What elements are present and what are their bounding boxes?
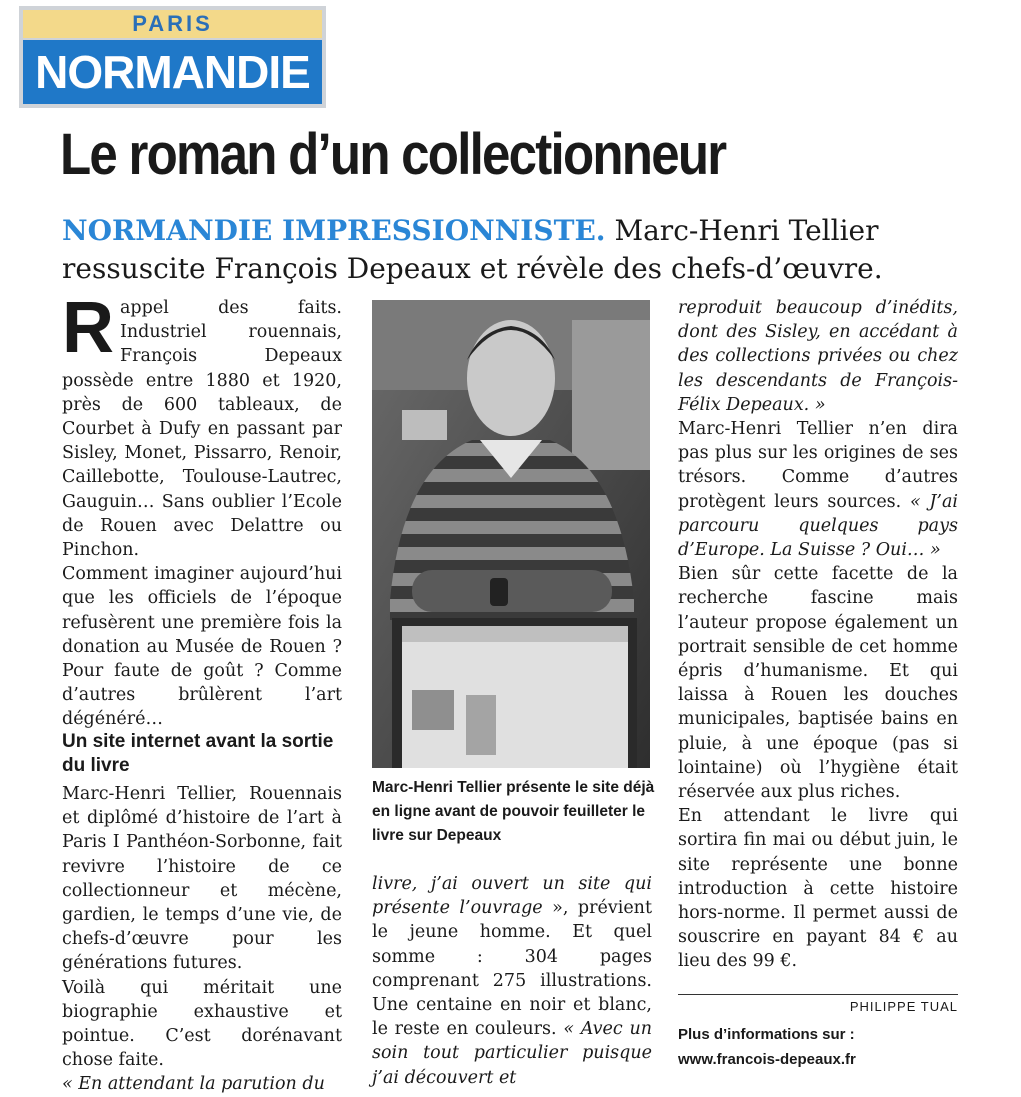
deck-text: Marc-Henri Tellier ressuscite François Depeaux et révèle des chefs-d’œuvre. (62, 214, 883, 285)
headline: Le roman d’un collectionneur (60, 122, 726, 187)
deck (62, 212, 962, 288)
col3-paragraph-2: Bien sûr cette facette de la recherche fascine mais l’auteur propose également un portrait sensible de cet homme épris d’humanisme. Et qui laissa à Rouen les douches municipales, baptisée bains en pluie, à une époque (pas si lointaine) où l’hygiène était réservée aux plus riches. (678, 564, 958, 803)
more-info (678, 1022, 958, 1072)
col3-text-1: Marc-Henri Tellier n’en dira pas plus sur les origines de ses trésors. Comme d’autres protègent leurs sources. (678, 419, 958, 512)
column-1 (62, 288, 342, 732)
col2-text-1: », prévient le jeune homme. Et quel somme : 304 pages comprenant 275 illustrations. Une centaine en noir et blanc, le reste en couleurs. (372, 898, 652, 1040)
photo-illustration (372, 300, 650, 768)
col1-paragraph-1: appel des faits. Industriel rouennais, François Depeaux possède entre 1880 et 1920, près de 600 tableaux, de Courbet à Dufy en passant par Sisley, Monet, Pissarro, Renoir, Caillebotte, Toulouse-Lautrec, Gauguin… Sans oublier l’Ecole de Rouen avec Delattre ou Pinchon. (62, 298, 342, 561)
col3-paragraph-3: En attendant le livre qui sortira fin mai ou début juin, le site représente une bonne introduction à cette histoire hors-norme. Il permet aussi de souscrire en payant 84 € au lieu des 99 €. (678, 806, 958, 972)
logo-bottom-text: NORMANDIE (23, 40, 322, 104)
col2-quote-1: livre, j’ai ouvert un site qui présente l’ouvrage (372, 874, 652, 919)
logo-top-text: PARIS (23, 10, 322, 38)
col3-quote-1: reproduit beaucoup d’inédits, dont des Sisley, en accédant à des collections privées ou chez les descendants de François-Félix Depeaux. » (678, 298, 958, 415)
byline-divider (678, 994, 958, 995)
more-info-label: Plus d’informations sur : (678, 1026, 855, 1043)
newspaper-logo (19, 6, 326, 108)
column-2 (372, 872, 652, 1090)
subheading: Un site internet avant la sortie du livre (62, 731, 334, 776)
column-3 (678, 296, 958, 974)
col1-paragraph-5: « En attendant la parution du (62, 1074, 325, 1095)
column-1-lower (62, 782, 342, 1097)
more-info-url: www.francois-depeaux.fr (678, 1051, 856, 1068)
col2-quote-2: « Avec un soin tout particulier puisque j’ai découvert et (372, 1019, 652, 1088)
col1-paragraph-3: Marc-Henri Tellier, Rouennais et diplômé d’histoire de l’art à Paris I Panthéon-Sorbonne, fait revivre l’histoire de ce collectionneur et mécène, gardien, le temps d’une vie, de chefs-d’œuvre pour les générations futures. (62, 784, 342, 974)
col2-paragraph (372, 872, 652, 1090)
byline: PHILIPPE TUAL (849, 999, 958, 1014)
col3-quote-2: « J’ai parcouru quelques pays d’Europe. La Suisse ? Oui… » (678, 491, 958, 561)
col3-paragraph-1 (678, 417, 958, 562)
col1-paragraph-4: Voilà qui méritait une biographie exhaustive et pointue. C’est dorénavant chose faite. (62, 977, 342, 1071)
photo-caption: Marc-Henri Tellier présente le site déjà en ligne avant de pouvoir feuilleter le livre sur Depeaux (372, 779, 655, 844)
drop-cap: R (62, 288, 114, 368)
article-photo (372, 300, 650, 768)
col1-paragraph-2: Comment imaginer aujourd’hui que les officiels de l’époque refusèrent une première fois la donation au Musée de Rouen ? Pour faute de goût ? Comme d’autres brûlèrent l’art dégénéré… (62, 564, 342, 730)
deck-kicker: NORMANDIE IMPRESSIONNISTE. (62, 214, 606, 247)
